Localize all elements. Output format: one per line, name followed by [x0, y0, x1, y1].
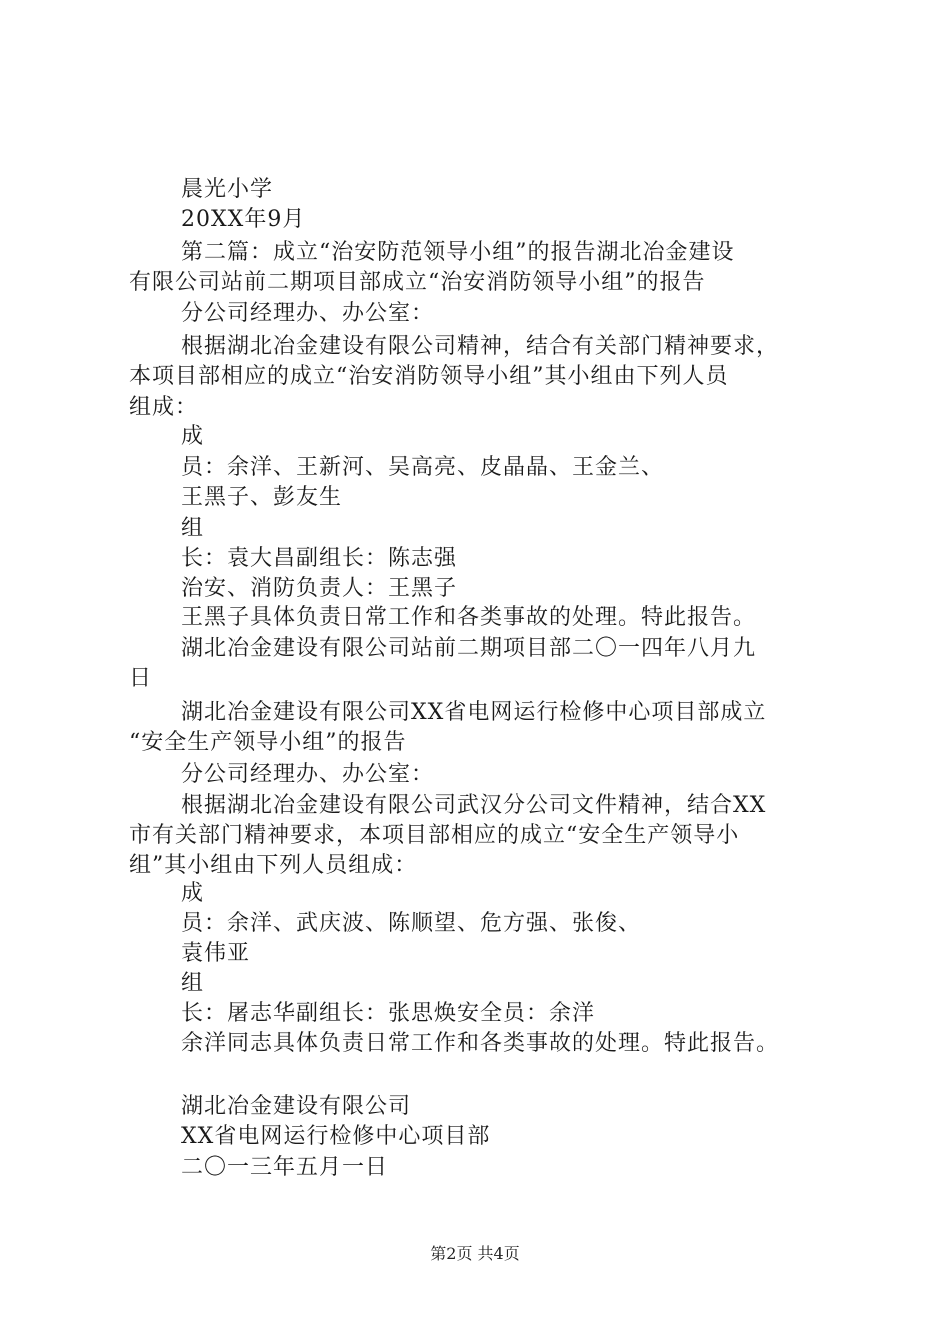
report-title-line-1: 湖北冶金建设有限公司XX省电网运行检修中心项目部成立 — [181, 700, 767, 725]
leader-line: 长：屠志华副组长：张思焕安全员：余洋 — [181, 1001, 596, 1026]
body-paragraph-line: 本项目部相应的成立“治安消防领导小组”其小组由下列人员 — [129, 364, 729, 389]
body-paragraph-line: 组成： — [129, 395, 199, 420]
body-paragraph-line: 市有关部门精神要求，本项目部相应的成立“安全生产领导小 — [129, 823, 740, 848]
closing-line: 余洋同志具体负责日常工作和各类事故的处理。特此报告。 — [181, 1031, 780, 1056]
signature-line: 日 — [129, 666, 153, 691]
section-title-line-2: 有限公司站前二期项目部成立“治安消防领导小组”的报告 — [129, 270, 706, 295]
school-name: 晨光小学 — [181, 177, 274, 202]
report-title-line-2: “安全生产领导小组”的报告 — [129, 730, 407, 755]
body-paragraph-line: 根据湖北冶金建设有限公司精神，结合有关部门精神要求， — [181, 334, 780, 359]
leader-line: 长：袁大昌副组长：陈志强 — [181, 546, 458, 571]
page-number-footer: 第2页 共4页 — [430, 1244, 520, 1263]
leader-label-1: 组 — [181, 516, 205, 541]
leader-label-2: 组 — [181, 971, 205, 996]
date-line: 20XX年9月 — [181, 207, 306, 232]
responsible-person-line: 治安、消防负责人：王黑子 — [181, 576, 458, 601]
members-label-1: 成 — [181, 424, 205, 449]
members-line: 员：余洋、王新河、吴高亮、皮晶晶、王金兰、 — [181, 455, 665, 480]
signature-line: 湖北冶金建设有限公司站前二期项目部二〇一四年八月九 — [181, 636, 757, 661]
body-paragraph-line: 组”其小组由下列人员组成： — [129, 853, 418, 878]
members-line: 员：余洋、武庆波、陈顺望、危方强、张俊、 — [181, 911, 642, 936]
body-paragraph-line: 根据湖北冶金建设有限公司武汉分公司文件精神，结合XX — [181, 793, 767, 818]
signature-department: XX省电网运行检修中心项目部 — [181, 1124, 491, 1149]
members-label-2: 成 — [181, 881, 205, 906]
signature-company: 湖北冶金建设有限公司 — [181, 1094, 412, 1119]
addressee: 分公司经理办、办公室： — [181, 301, 435, 326]
addressee: 分公司经理办、办公室： — [181, 762, 435, 787]
closing-line: 王黑子具体负责日常工作和各类事故的处理。特此报告。 — [181, 605, 757, 630]
section-title-line-1: 第二篇：成立“治安防范领导小组”的报告湖北冶金建设 — [181, 240, 735, 265]
members-line: 袁伟亚 — [181, 941, 251, 966]
signature-date: 二〇一三年五月一日 — [181, 1155, 389, 1180]
members-line: 王黑子、彭友生 — [181, 485, 343, 510]
